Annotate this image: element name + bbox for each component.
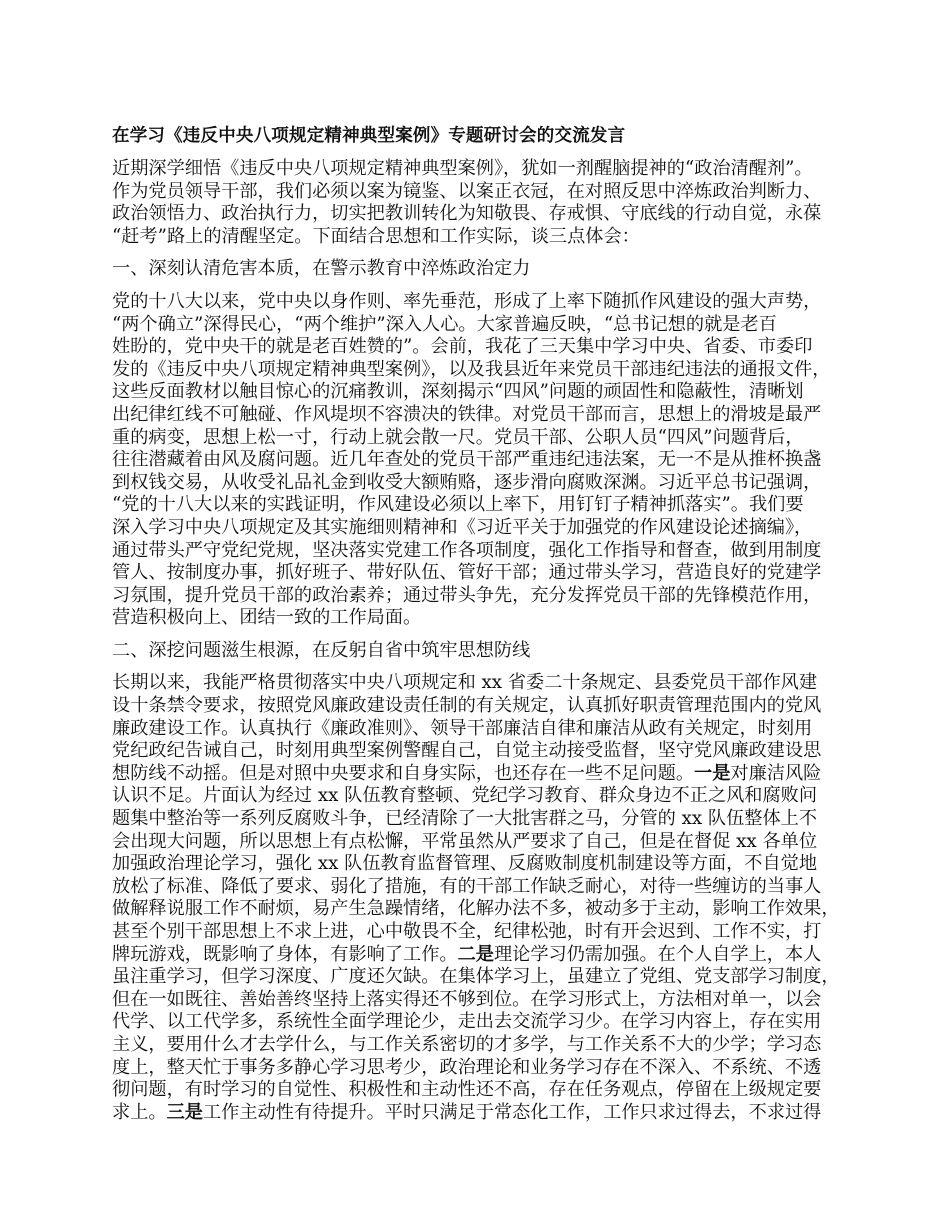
text-line xyxy=(112,1011,842,1034)
text-line: 姓盼的，党中央干的就是老百姓赞的”。会前，我花了三天集中学习中央、省委、市委印 xyxy=(112,336,813,358)
text-line: 出纪律红线不可触碰、作风堤坝不容溃决的铁律。对党员干部而言，思想上的滑坡是最严 xyxy=(112,403,822,425)
text-line: 发的《违反中央八项规定精神典型案例》，以及我县近年来党员干部违纪违法的通报文件， xyxy=(112,358,831,380)
text-line xyxy=(112,921,842,944)
text-run: 长期以来，我能严格贯彻落实中央八项规定和 xx 省委二十条规定、县委党员干部作风建 xyxy=(112,672,818,694)
text-line: 作为党员领导干部，我们必须以案为镜鉴、以案正衣冠，在对照反思中淬炼政治判断力、 xyxy=(112,180,822,202)
text-run: 做解释说服工作不耐烦，易产生急躁情绪，化解办法不多，被动多于主动，影响工作效果， xyxy=(112,898,840,920)
text-line: 管人、按制度办事，抓好班子、带好队伍、管好干部；通过带头学习，营造良好的党建学 xyxy=(112,562,822,584)
text-line xyxy=(112,1079,842,1102)
section-2-heading: 二、深挖问题滋生根源，在反躬自省中筑牢思想防线 xyxy=(112,639,531,661)
text-run: 题集中整治等一系列反腐败斗争，已经清除了一大批害群之马，分管的 xx 队伍整体上不 xyxy=(112,808,818,830)
section-2-paragraph xyxy=(112,672,842,1124)
text-run: 虽注重学习，但学习深度、广度还欠缺。在集体学习上，虽建立了党组、党支部学习制度， xyxy=(112,966,840,988)
text-run: 放松了标准、降低了要求、弱化了措施，有的干部工作缺乏耐心，对待一些缠访的当事人 xyxy=(112,875,822,897)
text-run: 党纪政纪告诫自己，时刻用典型案例警醒自己，自觉主动接受监督，坚守党风廉政建设思 xyxy=(112,740,822,762)
text-line xyxy=(112,808,842,831)
text-run: 度上，整天忙于事务多静心学习思考少，政治理论和业务学习存在不深入、不系统、不透 xyxy=(112,1056,822,1078)
text-run: 彻问题，有时学习的自觉性、积极性和主动性还不高，存在任务观点，停留在上级规定要 xyxy=(112,1079,822,1101)
text-line xyxy=(112,672,842,695)
text-run: 想防线不动摇。但是对照中央要求和自身实际，也还存在一些不足问题。 xyxy=(112,762,695,784)
text-run: 加强政治理论学习，强化 xx 队伍教育监督管理、反腐败制度机制建设等方面，不自觉地 xyxy=(112,853,818,875)
text-line xyxy=(112,1057,842,1080)
text-line xyxy=(112,853,842,876)
text-line xyxy=(112,1102,842,1125)
text-line: 近期深学细悟《违反中央八项规定精神典型案例》，犹如一剂醒脑提神的“政治清醒剂”。 xyxy=(112,158,813,179)
text-run: 对廉洁风险 xyxy=(730,762,822,784)
text-line xyxy=(112,989,842,1012)
text-line: 习氛围，提升党员干部的政治素养；通过带头争先，充分发挥党员干部的先锋模范作用， xyxy=(112,584,822,606)
section-1-heading: 一、深刻认清危害本质，在警示教育中淬炼政治定力 xyxy=(112,258,531,280)
emphasis-label: 一是 xyxy=(694,762,731,784)
text-run: 廉政建设工作。认真执行《廉政准则》、领导干部廉洁自律和廉洁从政有关规定，时刻用 xyxy=(112,717,813,739)
text-line xyxy=(112,966,842,989)
text-line: 到权钱交易，从收受礼品礼金到收受大额贿赂，逐步滑向腐败深渊。习近平总书记强调， xyxy=(112,471,822,493)
text-line xyxy=(112,785,842,808)
text-line xyxy=(112,898,842,921)
text-run: 主义，要用什么才去学什么，与工作关系密切的才多学，与工作关系不大的少学；学习态 xyxy=(112,1033,822,1055)
text-line xyxy=(112,695,842,718)
text-line xyxy=(112,876,842,899)
text-line: 党的十八大以来，党中央以身作则、率先垂范，形成了上率下随抓作风建设的强大声势， xyxy=(112,290,822,312)
text-line: “两个确立”深得民心，“两个维护”深入人心。大家普遍反映，“总书记想的就是老百 xyxy=(112,313,777,335)
intro-paragraph xyxy=(112,158,842,248)
text-run: 会出现大问题，所以思想上有点松懈，平常虽然从严要求了自己，但是在督促 xx 各单位 xyxy=(112,830,818,852)
emphasis-label: 三是 xyxy=(166,1101,203,1123)
emphasis-label: 二是 xyxy=(457,943,494,965)
section-1-paragraph xyxy=(112,291,842,630)
text-line xyxy=(112,1034,842,1057)
text-line: 政治领悟力、政治执行力，切实把教训转化为知敬畏、存戒惧、守底线的行动自觉，永葆 xyxy=(112,203,822,225)
text-line xyxy=(112,831,842,854)
text-line: 往往潜藏着由风及腐问题。近几年查处的党员干部严重违纪违法案，无一不是从推杯换盏 xyxy=(112,449,822,471)
text-run: 甚至个别干部思想上不求上进，心中敬畏不全，纪律松弛，时有开会迟到、工作不实，打 xyxy=(112,921,822,942)
text-line xyxy=(112,718,842,741)
text-line xyxy=(112,944,842,967)
document-page xyxy=(112,124,842,1134)
text-run: 牌玩游戏，既影响了身体，有影响了工作。 xyxy=(112,943,458,965)
text-line: 重的病变，思想上松一寸，行动上就会散一尺。党员干部、公职人员“四风”问题背后， xyxy=(112,426,804,448)
text-line xyxy=(112,763,842,786)
text-run: 代学、以工代学多，系统性全面学理论少，走出去交流学习少。在学习内容上，存在实用 xyxy=(112,1011,822,1033)
text-run: 设十条禁令要求，按照党风廉政建设责任制的有关规定，认真抓好职责管理范围内的党风 xyxy=(112,695,822,717)
text-line: 通过带头严守党纪党规，坚决落实党建工作各项制度，强化工作指导和督查，做到用制度 xyxy=(112,539,822,561)
text-line: “赶考”路上的清醒坚定。下面结合思想和工作实际，谈三点体会： xyxy=(112,225,640,247)
text-line: “党的十八大以来的实践证明，作风建设必须以上率下，用钉钉子精神抓落实”。我们要 xyxy=(112,494,804,516)
text-line: 这些反面教材以触目惊心的沉痛教训，深刻揭示“四风”问题的顽固性和隐蔽性，清晰划 xyxy=(112,381,804,403)
text-run: 理论学习仍需加强。在个人自学上，本人 xyxy=(493,943,822,965)
text-run: 求上。 xyxy=(112,1101,167,1123)
text-run: 认识不足。片面认为经过 xx 队伍教育整顿、党纪学习教育、群众身边不正之风和腐败问 xyxy=(112,785,818,807)
text-line: 深入学习中央八项规定及其实施细则精神和《习近平关于加强党的作风建设论述摘编》， xyxy=(112,516,813,538)
text-run: 工作主动性有待提升。平时只满足于常态化工作，工作只求过得去，不求过得 xyxy=(202,1101,822,1123)
text-line xyxy=(112,740,842,763)
text-run: 但在一如既往、善始善终坚持上落实得还不够到位。在学习形式上，方法相对单一，以会 xyxy=(112,988,822,1010)
text-line: 营造积极向上、团结一致的工作局面。 xyxy=(112,607,422,629)
document-title: 在学习《违反中央八项规定精神典型案例》专题研讨会的交流发言 xyxy=(112,126,626,146)
